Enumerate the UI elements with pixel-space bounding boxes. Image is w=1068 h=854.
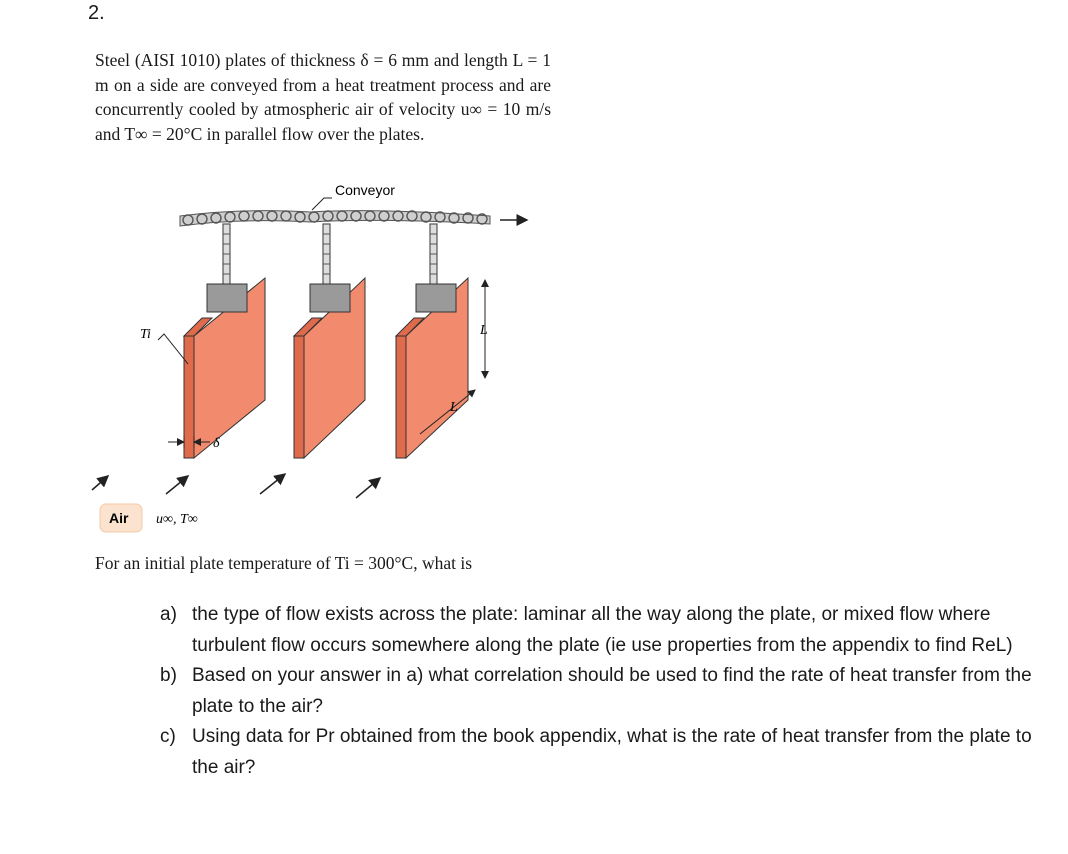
svg-text:δ: δ bbox=[213, 436, 220, 451]
conveyor-label: Conveyor bbox=[335, 182, 395, 198]
plate-clamp-1 bbox=[207, 284, 247, 312]
part-a-label: a) bbox=[160, 604, 177, 625]
part-b bbox=[160, 661, 1040, 722]
svg-text:L: L bbox=[480, 323, 488, 338]
svg-text:Air: Air bbox=[109, 510, 129, 526]
question-prompt: For an initial plate temperature of Ti = 300°C, what is bbox=[95, 553, 473, 573]
air-flow-arrows bbox=[92, 474, 380, 498]
part-a bbox=[160, 600, 1040, 661]
part-c bbox=[160, 722, 1040, 783]
question-number: 2. bbox=[88, 2, 105, 24]
steel-plate-2 bbox=[294, 278, 365, 458]
plate-clamp-2 bbox=[310, 284, 350, 312]
steel-plate-3 bbox=[396, 278, 468, 458]
part-c-text: Using data for Pr obtained from the book appendix, what is the rate of heat transfer from the plate to the air? bbox=[192, 726, 1032, 778]
conveyor-figure bbox=[80, 178, 550, 538]
length-dimension-vertical bbox=[479, 280, 488, 378]
question-parts-list bbox=[160, 600, 1040, 783]
air-badge bbox=[100, 504, 142, 532]
plate-clamp-3 bbox=[416, 284, 456, 312]
steel-plate-1 bbox=[184, 278, 265, 458]
part-b-label: b) bbox=[160, 665, 177, 686]
air-conditions-label: u∞, T∞ bbox=[156, 512, 198, 527]
part-b-text: Based on your answer in a) what correlation should be used to find the rate of heat transfer from the plate to the air? bbox=[192, 665, 1032, 717]
ti-label: Ti bbox=[140, 327, 151, 342]
problem-statement: Steel (AISI 1010) plates of thickness δ = 6 mm and length L = 1 m on a side are conveyed from a heat treatment process and are concurrently cooled by atmospheric air of velocity u∞ = 10 m/s and T∞ = 20°C in parallel flow over the plates. bbox=[95, 50, 551, 144]
part-a-text: the type of flow exists across the plate: laminar all the way along the plate, or mixed flow where turbulent flow occurs somewhere along the plate (ie use properties from the appendix to find ReL) bbox=[192, 604, 1013, 656]
part-c-label: c) bbox=[160, 726, 176, 747]
svg-text:L: L bbox=[450, 400, 458, 415]
